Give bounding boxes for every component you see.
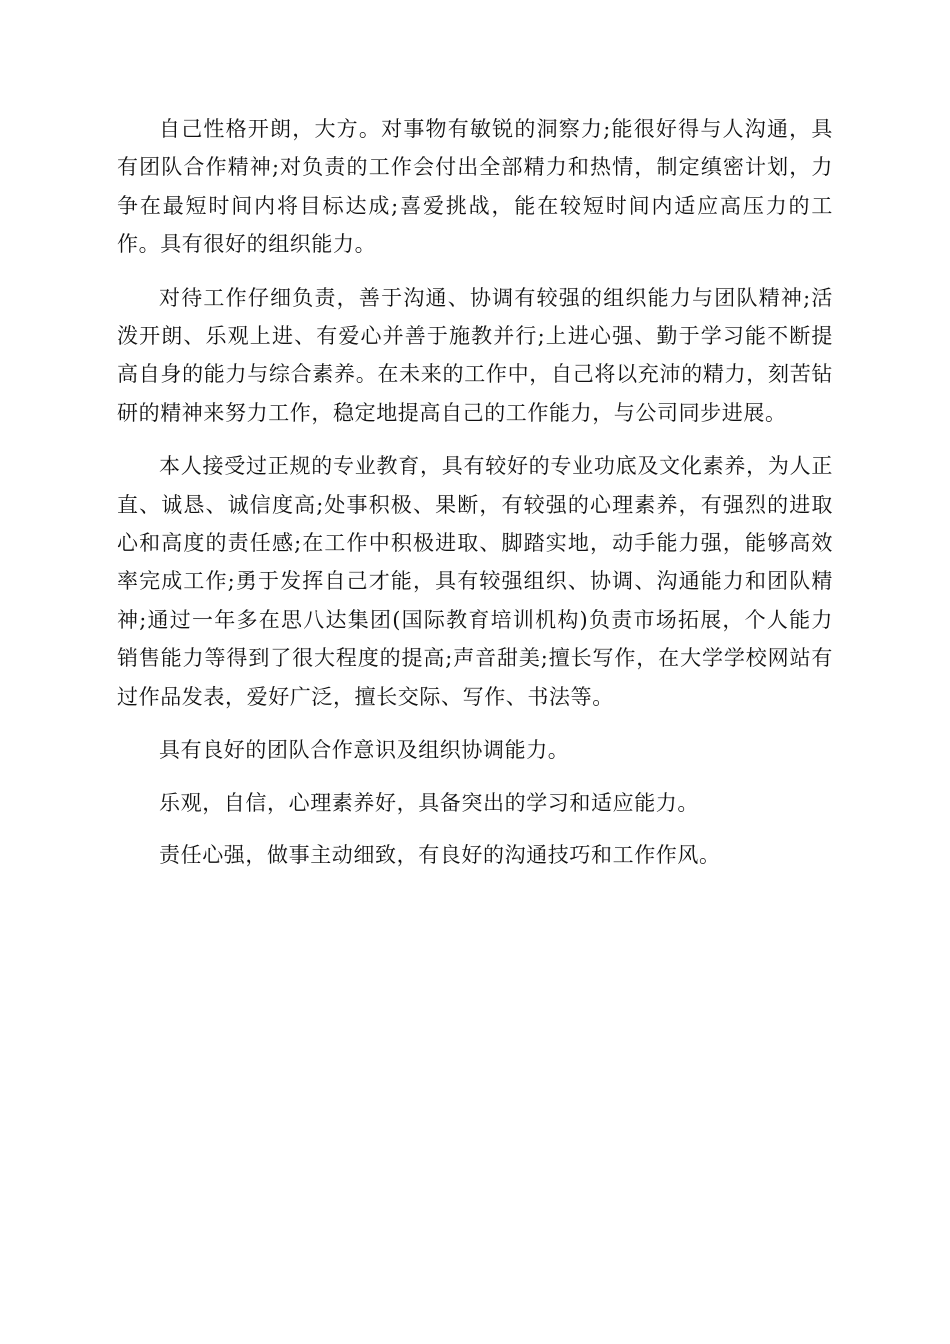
paragraph-optimism: 乐观，自信，心理素养好，具备突出的学习和适应能力。 [159,790,699,815]
paragraph-work-attitude: 对待工作仔细负责，善于沟通、协调有较强的组织能力与团队精神;活泼开朗、乐观上进、有爱心并善于施教并行;上进心强、勤于学习能不断提高自身的能力与综合素养。在未来的工作中，自己将以充沛的精力，刻苦钻研的精神来努力工作，稳定地提高自己的工作能力，与公司同步进展。 [117,285,833,425]
paragraph-education-experience: 本人接受过正规的专业教育，具有较好的专业功底及文化素养，为人正直、诚恳、诚信度高;处事积极、果断，有较强的心理素养，有强烈的进取心和高度的责任感;在工作中积极进取、脚踏实地，动手能力强，能够高效率完成工作;勇于发挥自己才能，具有较强组织、协调、沟通能力和团队精神;通过一年多在思八达集团(国际教育培训机构)负责市场拓展，个人能力销售能力等得到了很大程度的提高;声音甜美;擅长写作，在大学学校网站有过作品发表，爱好广泛，擅长交际、写作、书法等。 [117,454,833,709]
paragraph-teamwork: 具有良好的团队合作意识及组织协调能力。 [159,738,570,763]
paragraph-responsibility: 责任心强，做事主动细致，有良好的沟通技巧和工作作风。 [159,842,721,867]
paragraph-personality: 自己性格开朗，大方。对事物有敏锐的洞察力;能很好得与人沟通，具有团队合作精神;对负责的工作会付出全部精力和热情，制定缜密计划，力争在最短时间内将目标达成;喜爱挑战，能在较短时间内适应高压力的工作。具有很好的组织能力。 [117,117,833,257]
document-body [117,110,833,874]
